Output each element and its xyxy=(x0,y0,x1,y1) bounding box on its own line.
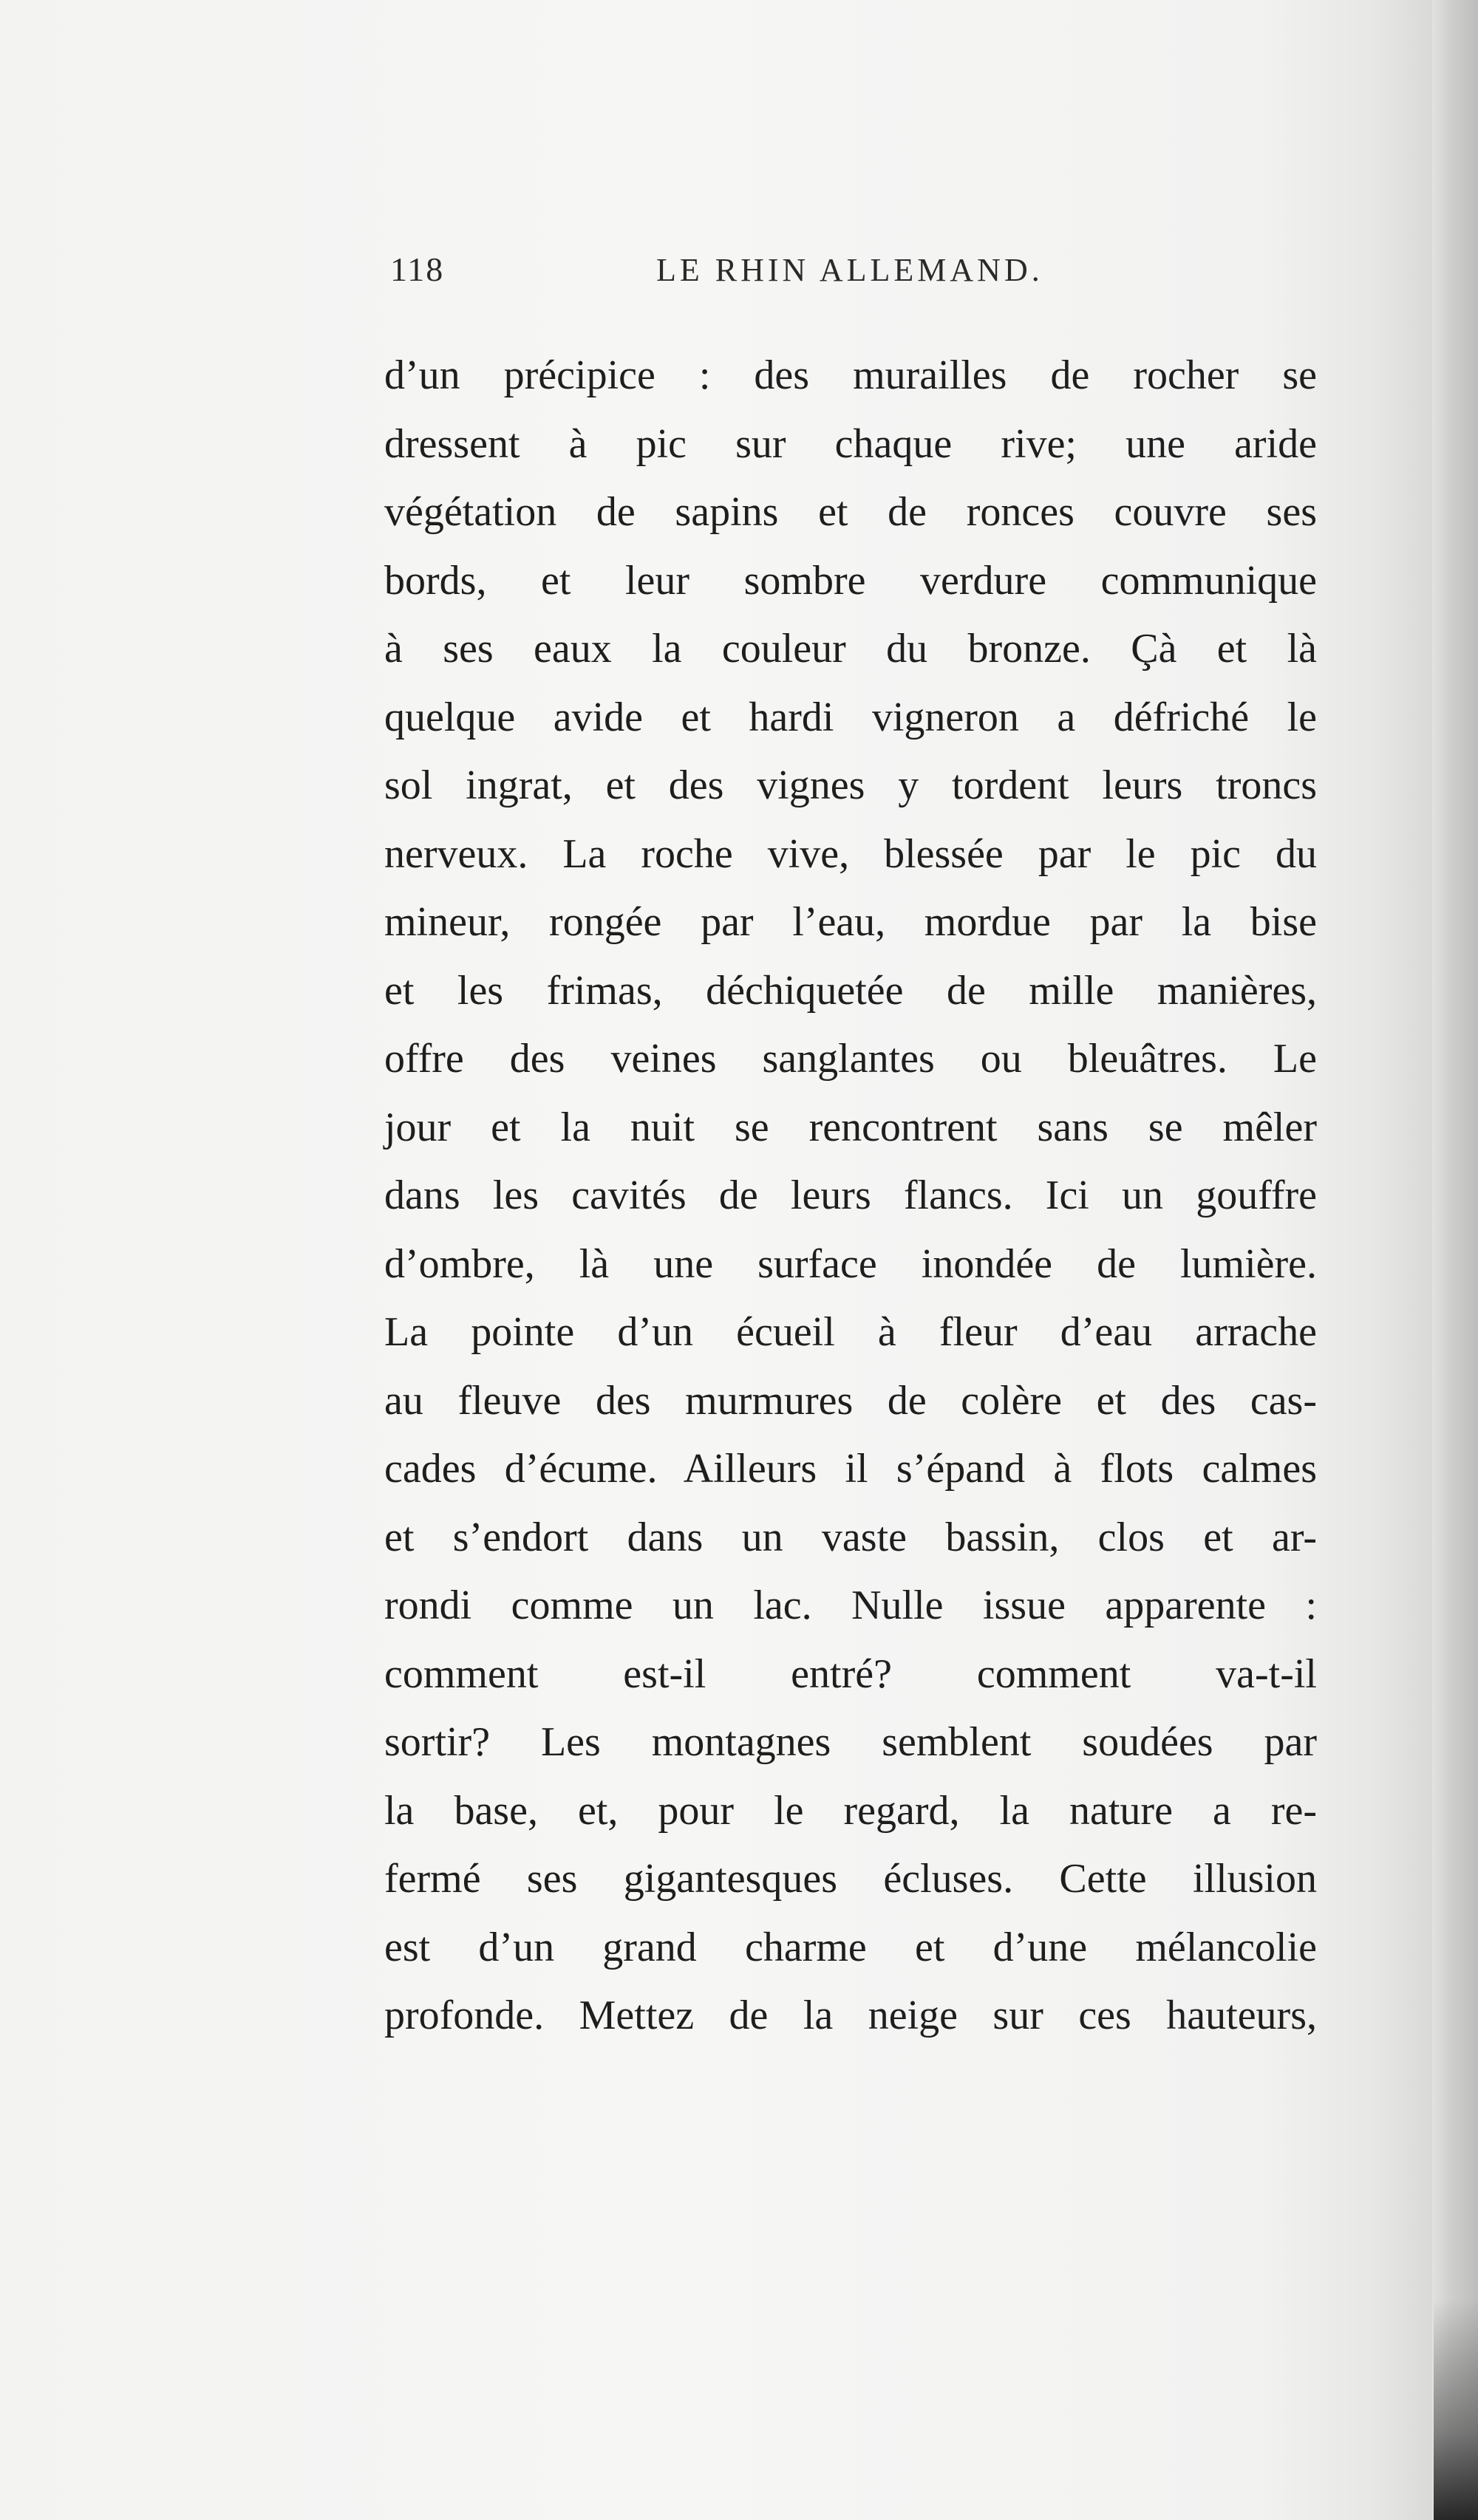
page-binding-edge xyxy=(1432,0,1478,2520)
body-text xyxy=(384,341,1317,2050)
text-line: comment est-il entré? comment va-t-il xyxy=(384,1650,1317,1697)
text-line: sortir? Les montagnes semblent soudées par xyxy=(384,1719,1317,1765)
page-corner-shadow xyxy=(1434,2298,1478,2520)
text-line: est d’un grand charme et d’une mélancolie xyxy=(384,1924,1317,1970)
text-line: offre des veines sanglantes ou bleuâtres. Le xyxy=(384,1036,1317,1082)
running-head xyxy=(390,250,1314,301)
text-line: d’un précipice : des murailles de rocher se xyxy=(384,352,1317,398)
text-line: cades d’écume. Ailleurs il s’épand à flots calmes xyxy=(384,1446,1317,1492)
text-line: rondi comme un lac. Nulle issue apparente : xyxy=(384,1582,1317,1628)
text-line: et s’endort dans un vaste bassin, clos et ar- xyxy=(384,1514,1317,1560)
text-line: et les frimas, déchiquetée de mille manières, xyxy=(384,967,1317,1014)
text-line: la base, et, pour le regard, la nature a re- xyxy=(384,1787,1317,1834)
text-line: nerveux. La roche vive, blessée par le pic du xyxy=(384,830,1317,877)
text-line: végétation de sapins et de ronces couvre ses xyxy=(384,489,1317,535)
text-line: à ses eaux la couleur du bronze. Çà et là xyxy=(384,626,1317,672)
text-line: dressent à pic sur chaque rive; une aride xyxy=(384,420,1317,467)
text-line: au fleuve des murmures de colère et des cas- xyxy=(384,1377,1317,1424)
page-number: 118 xyxy=(390,250,445,288)
text-line: La pointe d’un écueil à fleur d’eau arrache xyxy=(384,1309,1317,1355)
running-title: LE RHIN ALLEMAND. xyxy=(656,252,1043,288)
text-line: mineur, rongée par l’eau, mordue par la bise xyxy=(384,899,1317,945)
text-line: dans les cavités de leurs flancs. Ici un gouffre xyxy=(384,1172,1317,1218)
text-line: profonde. Mettez de la neige sur ces hauteurs, xyxy=(384,1993,1317,2038)
text-line: jour et la nuit se rencontrent sans se mêler xyxy=(384,1104,1317,1150)
text-line: fermé ses gigantesques écluses. Cette illusion xyxy=(384,1856,1317,1902)
text-line: bords, et leur sombre verdure communique xyxy=(384,557,1317,604)
text-line: sol ingrat, et des vignes y tordent leurs troncs xyxy=(384,762,1317,808)
text-line: quelque avide et hardi vigneron a défriché le xyxy=(384,694,1317,740)
text-line: d’ombre, là une surface inondée de lumière. xyxy=(384,1240,1317,1287)
